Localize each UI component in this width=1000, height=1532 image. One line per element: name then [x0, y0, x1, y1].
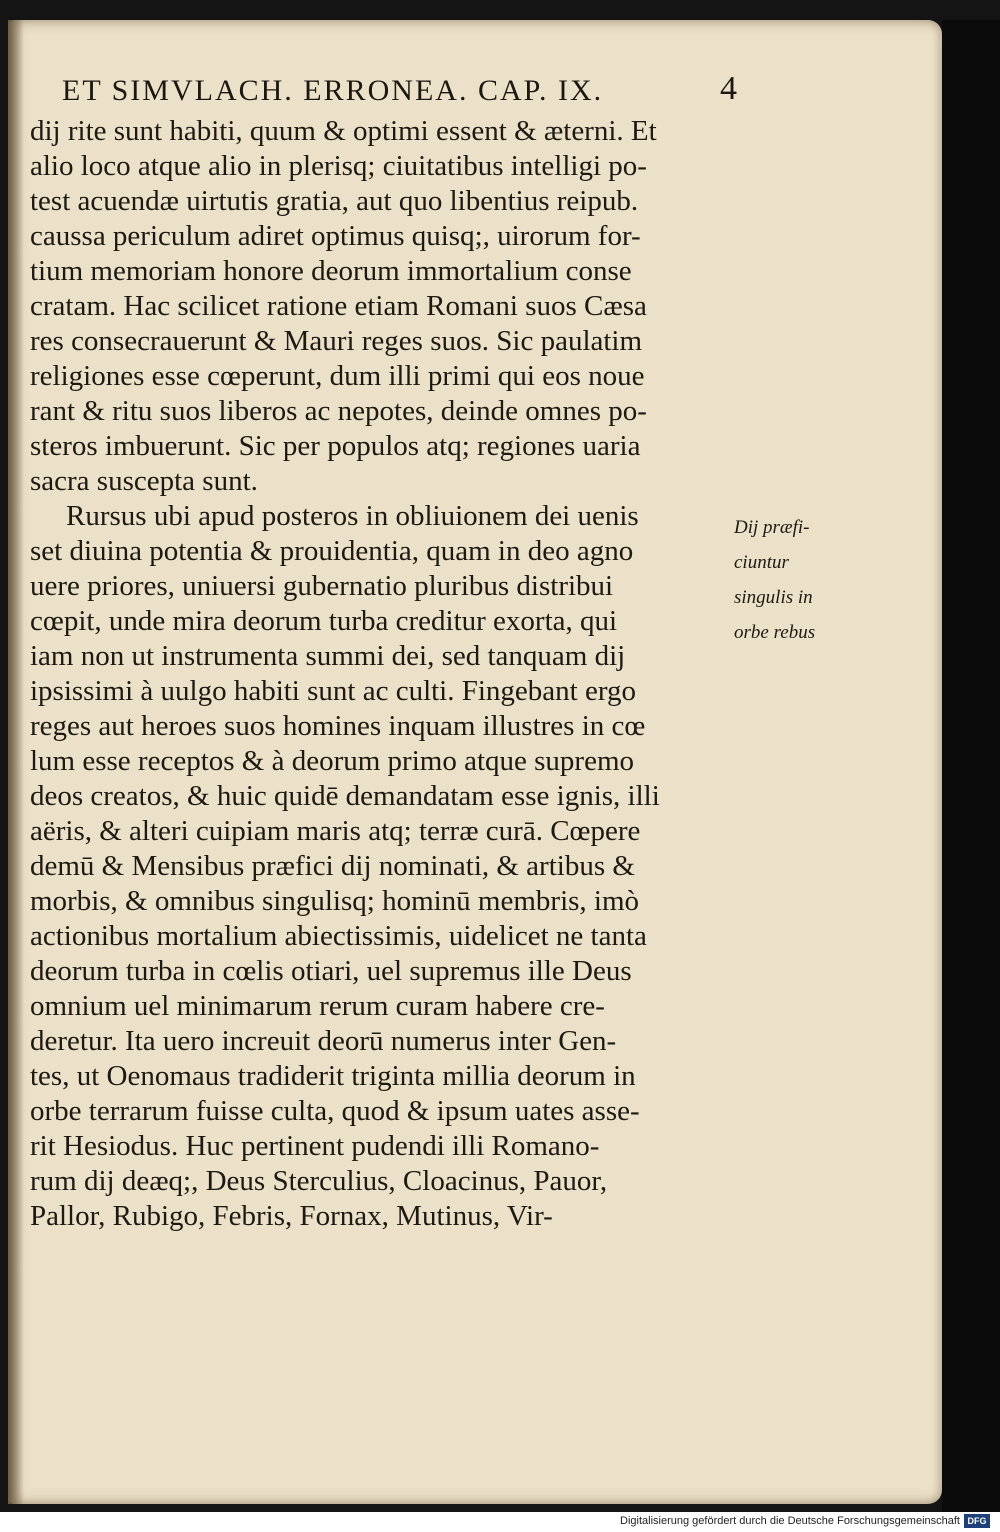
text-line: sacra suscepta sunt. [30, 465, 258, 497]
marginal-note-line: singulis in [734, 587, 813, 608]
text-line: tes, ut Oenomaus tradiderit triginta millia deorum in [30, 1060, 636, 1092]
text-line: cratam. Hac scilicet ratione etiam Romani suos Cæsa [30, 290, 647, 322]
text-line: test acuendæ uirtutis gratia, aut quo libentius reipub. [30, 185, 639, 217]
text-line: deos creatos, & huic quidē demandatam esse ignis, illi [30, 780, 660, 812]
text-line: lum esse receptos & à deorum primo atque supremo [30, 745, 635, 777]
text-line: caussa periculum adiret optimus quisq;, uirorum for- [30, 220, 641, 252]
text-line: rant & ritu suos liberos ac nepotes, deinde omnes po- [30, 395, 647, 427]
text-line: rum dij deæq;, Deus Sterculius, Cloacinus, Pauor, [30, 1165, 608, 1197]
footer-credit: Digitalisierung gefördert durch die Deutsche Forschungsgemeinschaft [620, 1515, 960, 1527]
text-line: Rursus ubi apud posteros in obliuionem dei uenis [66, 500, 639, 532]
text-line: Pallor, Rubigo, Febris, Fornax, Mutinus, Vir- [30, 1200, 553, 1232]
marginal-note-line: Dij præfi- [734, 517, 810, 538]
text-line: omnium uel minimarum rerum curam habere cre- [30, 990, 605, 1022]
text-line: deorum turba in cœlis otiari, uel supremus ille Deus [30, 955, 632, 987]
main-text-block [30, 114, 750, 1234]
scan-edge [942, 20, 1000, 1512]
marginal-note-line: orbe rebus [734, 622, 816, 643]
text-line: uere priores, uniuersi gubernatio pluribus distribui [30, 570, 614, 602]
text-line: dij rite sunt habiti, quum & optimi essent & æterni. Et [30, 115, 657, 147]
dfg-logo: DFG [964, 1514, 990, 1528]
text-line: deretur. Ita uero increuit deorū numerus inter Gen- [30, 1025, 617, 1057]
text-line: alio loco atque alio in plerisq; ciuitatibus intelligi po- [30, 150, 647, 182]
running-head: ET SIMVLACH. ERRONEA. CAP. IX. [62, 74, 604, 107]
text-line: demū & Mensibus præfici dij nominati, & artibus & [30, 850, 635, 882]
text-line: set diuina potentia & prouidentia, quam in deo agno [30, 535, 634, 567]
marginal-note-line: ciuntur [734, 552, 789, 573]
text-line: ipsissimi à uulgo habiti sunt ac culti. Fingebant ergo [30, 675, 636, 707]
text-line: morbis, & omnibus singulisq; hominū membris, imò [30, 885, 640, 917]
text-line: orbe terrarum fuisse culta, quod & ipsum uates asse- [30, 1095, 640, 1127]
text-line: actionibus mortalium abiectissimis, uidelicet ne tanta [30, 920, 647, 952]
marginal-note [734, 510, 844, 650]
text-line: rit Hesiodus. Huc pertinent pudendi illi Romano- [30, 1130, 600, 1162]
text-line: iam non ut instrumenta summi dei, sed tanquam dij [30, 640, 626, 672]
folio-number: 4 [720, 70, 737, 107]
text-line: steros imbuerunt. Sic per populos atq; regiones uaria [30, 430, 641, 462]
text-line: religiones esse cœperunt, dum illi primi qui eos noue [30, 360, 645, 392]
text-line: reges aut heroes suos homines inquam illustres in cœ [30, 710, 646, 742]
text-line: aëris, & alteri cuipiam maris atq; terræ curā. Cœpere [30, 815, 641, 847]
text-line: tium memoriam honore deorum immortalium conse [30, 255, 632, 287]
page-gutter-shadow [8, 20, 24, 1504]
text-line: cœpit, unde mira deorum turba creditur exorta, qui [30, 605, 618, 637]
text-line: res consecrauerunt & Mauri reges suos. Sic paulatim [30, 325, 643, 357]
